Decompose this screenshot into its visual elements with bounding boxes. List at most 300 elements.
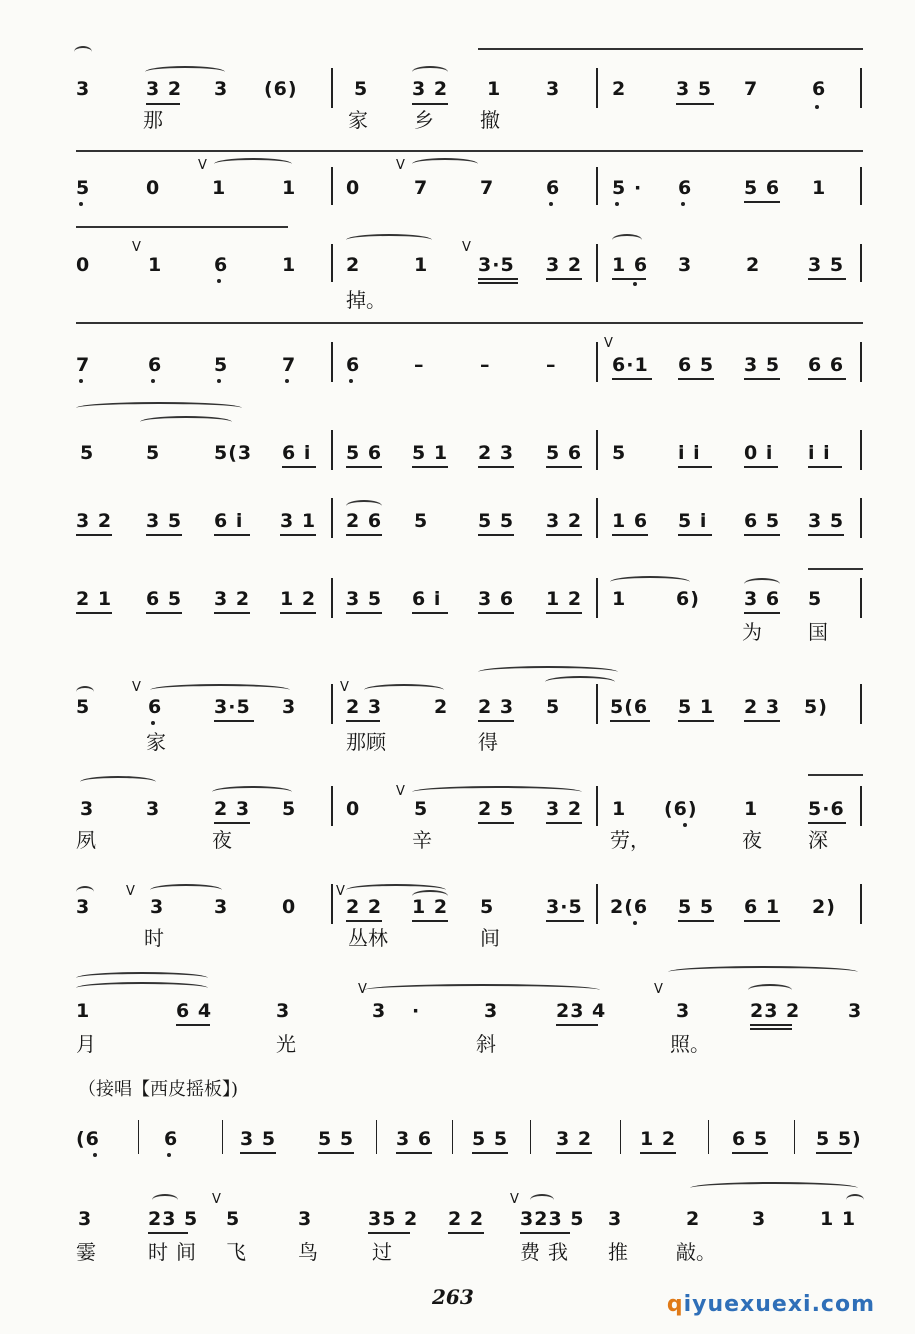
slur bbox=[212, 786, 292, 798]
note: · bbox=[412, 1000, 421, 1022]
note: 3 5 bbox=[146, 510, 183, 532]
note: 3 bbox=[676, 1000, 691, 1022]
low-dot bbox=[633, 282, 637, 286]
note: 2 3 bbox=[346, 696, 383, 718]
note: 6 6 bbox=[808, 354, 845, 376]
system-2 bbox=[0, 150, 915, 210]
underline bbox=[678, 720, 714, 722]
note: 5 6 bbox=[744, 177, 781, 199]
underline bbox=[744, 534, 780, 536]
note: 1 bbox=[212, 177, 227, 199]
note: 3 2 bbox=[556, 1128, 593, 1150]
slur bbox=[610, 576, 690, 588]
note: 1 bbox=[282, 254, 297, 276]
note: 3 bbox=[80, 798, 95, 820]
low-dot bbox=[549, 202, 553, 206]
lyric: 家 bbox=[146, 730, 166, 754]
underline bbox=[346, 466, 382, 468]
underline bbox=[412, 466, 448, 468]
underline bbox=[214, 822, 250, 824]
note: 1 bbox=[148, 254, 163, 276]
barline bbox=[596, 498, 598, 538]
lyric: 推 bbox=[608, 1240, 628, 1264]
note: 3 bbox=[282, 696, 297, 718]
underline bbox=[478, 822, 514, 824]
underline bbox=[76, 612, 112, 614]
note: 3 bbox=[78, 1208, 93, 1230]
note: 3 5 bbox=[808, 254, 845, 276]
system-12 bbox=[0, 1112, 915, 1172]
note: 6 1 bbox=[744, 896, 781, 918]
low-dot bbox=[349, 379, 353, 383]
barline bbox=[331, 684, 333, 724]
note: 6 bbox=[812, 78, 827, 100]
barline bbox=[331, 430, 333, 470]
note: 5 bbox=[414, 510, 429, 532]
note: 5 6 bbox=[546, 442, 583, 464]
underline bbox=[146, 103, 180, 105]
note: 0 bbox=[146, 177, 161, 199]
underline bbox=[732, 1152, 768, 1154]
lyric: 深 bbox=[808, 828, 828, 852]
system-4 bbox=[0, 322, 915, 386]
note: 5 bbox=[146, 442, 161, 464]
note: 3 5 bbox=[346, 588, 383, 610]
lyric: 斜 bbox=[476, 1032, 496, 1056]
slur bbox=[76, 226, 288, 228]
barline bbox=[138, 1120, 139, 1154]
slur bbox=[846, 1194, 864, 1206]
note: 7 bbox=[480, 177, 495, 199]
underline bbox=[146, 534, 182, 536]
underline bbox=[412, 103, 448, 105]
note: 0 bbox=[282, 896, 297, 918]
note: 2 3 bbox=[478, 696, 515, 718]
barline bbox=[331, 244, 333, 282]
breath-mark: V bbox=[132, 240, 141, 255]
slur bbox=[364, 684, 444, 696]
note: 6 5 bbox=[678, 354, 715, 376]
slur bbox=[808, 774, 863, 776]
barline bbox=[794, 1120, 795, 1154]
note: 1 bbox=[76, 1000, 91, 1022]
slur bbox=[364, 984, 600, 996]
barline bbox=[596, 342, 598, 382]
barline bbox=[331, 167, 333, 205]
underline bbox=[816, 1152, 852, 1154]
note: 1 1 bbox=[820, 1208, 857, 1230]
lyric: 照。 bbox=[670, 1032, 710, 1056]
section-header: （接唱【西皮摇板】) bbox=[78, 1079, 239, 1100]
note: · bbox=[634, 177, 643, 199]
note: 2 3 bbox=[214, 798, 251, 820]
note: 1 2 bbox=[280, 588, 317, 610]
note: 0 bbox=[346, 798, 361, 820]
note: 2 bbox=[612, 78, 627, 100]
slur bbox=[150, 884, 222, 896]
underline bbox=[678, 378, 714, 380]
note: 1 2 bbox=[546, 588, 583, 610]
barline bbox=[596, 244, 598, 282]
slur bbox=[76, 150, 863, 152]
note: 5 1 bbox=[412, 442, 449, 464]
underline bbox=[346, 720, 380, 722]
system-7 bbox=[0, 570, 915, 650]
barline bbox=[860, 578, 862, 618]
barline bbox=[331, 884, 333, 924]
underline bbox=[744, 612, 780, 614]
slur bbox=[530, 1194, 554, 1206]
slur bbox=[612, 234, 642, 246]
lyric: 撤 bbox=[480, 108, 500, 132]
underline bbox=[546, 822, 582, 824]
note: 3 6 bbox=[396, 1128, 433, 1150]
barline bbox=[222, 1120, 223, 1154]
lyric: 丛林 bbox=[348, 926, 388, 950]
underline bbox=[808, 278, 846, 280]
barline bbox=[596, 884, 598, 924]
low-dot bbox=[151, 379, 155, 383]
note: 5 bbox=[214, 354, 229, 376]
low-dot bbox=[217, 279, 221, 283]
note: 6 5 bbox=[744, 510, 781, 532]
note: 3 2 bbox=[76, 510, 113, 532]
note: 5 5 bbox=[318, 1128, 355, 1150]
note: 5 bbox=[282, 798, 297, 820]
note: 3 bbox=[752, 1208, 767, 1230]
note: 5(6 bbox=[610, 696, 649, 718]
note: 5 5 bbox=[472, 1128, 509, 1150]
underline bbox=[744, 720, 780, 722]
underline bbox=[744, 466, 778, 468]
note: 2 2 bbox=[346, 896, 383, 918]
note: 0 bbox=[346, 177, 361, 199]
slur bbox=[808, 568, 863, 570]
underline bbox=[678, 920, 714, 922]
note: 3 2 bbox=[146, 78, 183, 100]
note: 3 bbox=[146, 798, 161, 820]
note: 5) bbox=[804, 696, 828, 718]
barline bbox=[596, 684, 598, 724]
breath-mark: V bbox=[396, 158, 405, 173]
lyric: 为 bbox=[742, 620, 762, 644]
underline bbox=[678, 534, 712, 536]
note: 5 bbox=[808, 588, 823, 610]
slur bbox=[214, 158, 292, 170]
barline bbox=[596, 578, 598, 618]
slur bbox=[545, 676, 615, 688]
page-number: 263 bbox=[432, 1285, 474, 1309]
note: 6 bbox=[346, 354, 361, 376]
low-dot bbox=[217, 379, 221, 383]
breath-mark: V bbox=[336, 884, 345, 899]
barline bbox=[596, 167, 598, 205]
underline bbox=[640, 1152, 676, 1154]
note: 3·5 bbox=[478, 254, 515, 276]
system-8 bbox=[0, 660, 915, 754]
note: 5(3 bbox=[214, 442, 253, 464]
note: 6 4 bbox=[176, 1000, 213, 1022]
note: 5 bbox=[480, 896, 495, 918]
note: 2(6 bbox=[610, 896, 649, 918]
note: 3 bbox=[298, 1208, 313, 1230]
breath-mark: V bbox=[510, 1192, 519, 1207]
note: 6 5 bbox=[732, 1128, 769, 1150]
barline bbox=[860, 342, 862, 382]
note: 5 5 bbox=[478, 510, 515, 532]
note: 6 bbox=[148, 696, 163, 718]
barline bbox=[452, 1120, 453, 1154]
note: 6 bbox=[148, 354, 163, 376]
underline bbox=[76, 534, 112, 536]
note: 5 i bbox=[678, 510, 708, 532]
lyric: 夜 bbox=[742, 828, 762, 852]
slur bbox=[150, 684, 290, 696]
note: (6 bbox=[76, 1128, 100, 1150]
underline bbox=[282, 466, 316, 468]
note: 0 bbox=[76, 254, 91, 276]
breath-mark: V bbox=[462, 240, 471, 255]
underline bbox=[750, 1024, 792, 1026]
lyric: 时间 bbox=[148, 1240, 204, 1264]
low-dot bbox=[683, 823, 687, 827]
barline bbox=[331, 342, 333, 382]
note: 3 bbox=[214, 896, 229, 918]
barline bbox=[860, 786, 862, 826]
barline bbox=[596, 68, 598, 108]
note: 3 5 bbox=[808, 510, 845, 532]
system-11 bbox=[0, 960, 915, 1056]
note: 3 6 bbox=[478, 588, 515, 610]
underline bbox=[546, 278, 582, 280]
breath-mark: V bbox=[132, 680, 141, 695]
barline bbox=[860, 68, 862, 108]
system-13 bbox=[0, 1180, 915, 1270]
note: 2) bbox=[812, 896, 836, 918]
note: 2 3 bbox=[478, 442, 515, 464]
note: 3 2 bbox=[546, 510, 583, 532]
note: 6·1 bbox=[612, 354, 649, 376]
underline bbox=[346, 612, 382, 614]
note: 6 i bbox=[412, 588, 442, 610]
note: 3 bbox=[76, 896, 91, 918]
underline bbox=[744, 920, 780, 922]
slur bbox=[76, 322, 863, 324]
note: 6 i bbox=[214, 510, 244, 532]
note: 3 6 bbox=[744, 588, 781, 610]
note: 3·5 bbox=[214, 696, 251, 718]
underline bbox=[368, 1232, 410, 1234]
note: 2 bbox=[746, 254, 761, 276]
slur bbox=[412, 158, 478, 170]
underline bbox=[448, 1232, 484, 1234]
note: 1 bbox=[812, 177, 827, 199]
breath-mark: V bbox=[604, 336, 613, 351]
underline bbox=[412, 920, 448, 922]
slur bbox=[80, 776, 156, 788]
underline bbox=[280, 612, 316, 614]
note: 3 2 bbox=[214, 588, 251, 610]
low-dot bbox=[79, 379, 83, 383]
note: 2 3 bbox=[744, 696, 781, 718]
lyric: 敲。 bbox=[676, 1240, 716, 1264]
note: 23 4 bbox=[556, 1000, 607, 1022]
low-dot bbox=[615, 202, 619, 206]
lyric: 那 bbox=[143, 108, 163, 132]
underline bbox=[744, 201, 780, 203]
note: 3 5 bbox=[744, 354, 781, 376]
underline bbox=[808, 534, 844, 536]
barline bbox=[860, 498, 862, 538]
slur bbox=[748, 984, 792, 996]
note: 5 5 bbox=[678, 896, 715, 918]
barline bbox=[596, 786, 598, 826]
note: 1 2 bbox=[412, 896, 449, 918]
underline bbox=[520, 1232, 570, 1234]
note: 3 bbox=[372, 1000, 387, 1022]
note: 3 5 bbox=[240, 1128, 277, 1150]
system-10 bbox=[0, 876, 915, 956]
note: 6 bbox=[678, 177, 693, 199]
lyric: 夙 bbox=[76, 828, 96, 852]
note: 6 bbox=[214, 254, 229, 276]
underline bbox=[396, 1152, 432, 1154]
lyric: 飞 bbox=[226, 1240, 246, 1264]
lyric: 国 bbox=[808, 620, 828, 644]
note: 2 2 bbox=[448, 1208, 485, 1230]
underline bbox=[612, 278, 646, 280]
note: 7 bbox=[744, 78, 759, 100]
underline bbox=[808, 822, 846, 824]
underline bbox=[750, 1028, 792, 1030]
low-dot bbox=[167, 1153, 171, 1157]
note: 35 2 bbox=[368, 1208, 419, 1230]
underline bbox=[412, 612, 448, 614]
lyric: 费我 bbox=[520, 1240, 576, 1264]
note: 6 i bbox=[282, 442, 312, 464]
note: 3 bbox=[848, 1000, 863, 1022]
note: 1 6 bbox=[612, 510, 649, 532]
note: 5 bbox=[80, 442, 95, 464]
underline bbox=[478, 466, 514, 468]
note: 5 bbox=[612, 177, 627, 199]
note: 6) bbox=[676, 588, 700, 610]
note: 1 2 bbox=[640, 1128, 677, 1150]
underline bbox=[678, 466, 712, 468]
barline bbox=[708, 1120, 709, 1154]
underline bbox=[146, 612, 182, 614]
note: (6) bbox=[264, 78, 298, 100]
low-dot bbox=[815, 105, 819, 109]
lyric: 霎 bbox=[76, 1240, 96, 1264]
note: 3 bbox=[276, 1000, 291, 1022]
slur bbox=[74, 46, 92, 58]
slur bbox=[690, 1182, 858, 1194]
note: 7 bbox=[282, 354, 297, 376]
system-1 bbox=[0, 58, 915, 138]
note: – bbox=[414, 354, 425, 376]
note: 2 bbox=[434, 696, 449, 718]
lyric: 辛 bbox=[412, 828, 432, 852]
note: 3 2 bbox=[546, 254, 583, 276]
slur bbox=[346, 234, 432, 246]
lyric: 月 bbox=[76, 1032, 96, 1056]
underline bbox=[176, 1024, 210, 1026]
underline bbox=[676, 103, 714, 105]
note: 5 1 bbox=[678, 696, 715, 718]
lyric: 掉。 bbox=[346, 288, 386, 312]
lyric: 那顾 bbox=[346, 730, 386, 754]
note: – bbox=[480, 354, 491, 376]
note: 1 bbox=[487, 78, 502, 100]
underline bbox=[478, 612, 514, 614]
note: 3 5 bbox=[676, 78, 713, 100]
note: 5 bbox=[612, 442, 627, 464]
slur bbox=[412, 66, 448, 78]
underline bbox=[478, 282, 518, 284]
breath-mark: V bbox=[340, 680, 349, 695]
watermark-text: iyuexuexi.com bbox=[683, 1292, 875, 1317]
lyric: 过 bbox=[372, 1240, 392, 1264]
lyric: 间 bbox=[480, 926, 500, 950]
underline bbox=[808, 466, 842, 468]
note: i i bbox=[678, 442, 701, 464]
underline bbox=[346, 534, 382, 536]
underline bbox=[478, 720, 514, 722]
underline bbox=[546, 466, 582, 468]
breath-mark: V bbox=[654, 982, 663, 997]
system-3 bbox=[0, 226, 915, 312]
note: 6 bbox=[164, 1128, 179, 1150]
underline bbox=[478, 278, 518, 280]
system-5 bbox=[0, 400, 915, 464]
barline bbox=[530, 1120, 531, 1154]
note: 6 bbox=[546, 177, 561, 199]
note: 5 bbox=[76, 696, 91, 718]
low-dot bbox=[151, 721, 155, 725]
note: 2 5 bbox=[478, 798, 515, 820]
note: 5 bbox=[414, 798, 429, 820]
note: (6) bbox=[664, 798, 698, 820]
lyric: 鸟 bbox=[298, 1240, 318, 1264]
underline bbox=[546, 612, 582, 614]
slur bbox=[668, 966, 858, 978]
barline bbox=[376, 1120, 377, 1154]
note: 0 i bbox=[744, 442, 774, 464]
breath-mark: V bbox=[212, 1192, 221, 1207]
note: 2 bbox=[686, 1208, 701, 1230]
underline bbox=[280, 534, 316, 536]
note: 2 1 bbox=[76, 588, 113, 610]
underline bbox=[214, 612, 250, 614]
slur bbox=[140, 416, 232, 428]
lyric: 夜 bbox=[212, 828, 232, 852]
note: 5 bbox=[546, 696, 561, 718]
slur bbox=[412, 786, 582, 798]
note: 7 bbox=[76, 354, 91, 376]
slur bbox=[152, 1194, 178, 1206]
barline bbox=[860, 884, 862, 924]
barline bbox=[331, 498, 333, 538]
note: 5·6 bbox=[808, 798, 845, 820]
note: 1 bbox=[612, 798, 627, 820]
note: 1 bbox=[744, 798, 759, 820]
watermark-prefix: q bbox=[666, 1292, 684, 1317]
lyric: 劳， bbox=[610, 828, 650, 852]
note: 3·5 bbox=[546, 896, 583, 918]
note: i i bbox=[808, 442, 831, 464]
note: 3 2 bbox=[412, 78, 449, 100]
